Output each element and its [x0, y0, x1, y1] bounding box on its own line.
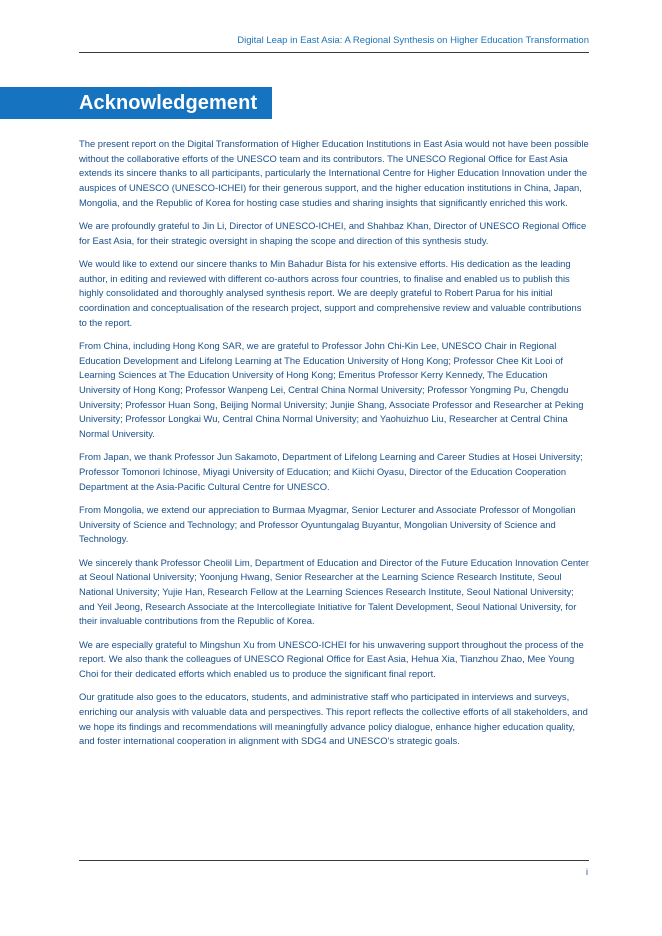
paragraph-directors: We are profoundly grateful to Jin Li, Director of UNESCO-ICHEI, and Shahbaz Khan, Director of UNESCO Regional Office for East Asia, for their strategic oversight in shaping the scope and direction of this synthesis study. [79, 220, 587, 246]
page-number: i [586, 867, 588, 877]
header-divider [79, 52, 589, 53]
paragraph-mongolia: From Mongolia, we extend our appreciation to Burmaa Myagmar, Senior Lecturer and Associate Professor of Mongolian University of Science and Technology; and Professor Oyuntungalag Buyantur, Mongolian University of Science and Technology. [79, 503, 576, 545]
acknowledgement-body [79, 137, 591, 758]
paragraph-intro: The present report on the Digital Transformation of Higher Education Institutions in East Asia would not have been possible without the collaborative efforts of the UNESCO team and its contributors. The UNESCO Regional Office for East Asia extends its sincere thanks to all participants, particularly the International Centre for Higher Education Innovation under the auspices of UNESCO (UNESCO-ICHEI) for their generous support, and the higher education institutions in China, Japan, Mongolia, and the Republic of Korea for hosting case studies and sharing insights that significantly enriched this work. [79, 138, 589, 208]
section-title-banner [0, 87, 272, 119]
paragraph-gratitude: Our gratitude also goes to the educators, students, and administrative staff who participated in interviews and surveys, enriching our analysis with valuable data and perspectives. This report reflects the collective efforts of all stakeholders, and we hope its findings and recommendations will meaningfully advance policy dialogue, enhance higher education quality, and foster international cooperation in alignment with SDG4 and UNESCO’s strategic goals. [79, 691, 588, 747]
page-title: Acknowledgement [79, 91, 258, 114]
paragraph-unesco-colleagues: We are especially grateful to Mingshun Xu from UNESCO-ICHEI for his unwavering support throughout the process of the report. We also thank the colleagues of UNESCO Regional Office for East Asia, Hehua Xia, Tianzhou Zhao, Mee Young Choi for their dedicated efforts which enabled us to produce the significant final report. [79, 638, 584, 679]
paragraph-japan: From Japan, we thank Professor Jun Sakamoto, Department of Lifelong Learning and Career Studies at Hosei University; Professor Tomonori Ichinose, Miyagi University of Education; and Kiichi Oyasu, Director of the Education Cooperation Department at the Asia-Pacific Cultural Centre for UNESCO. [79, 451, 583, 492]
paragraph-korea: We sincerely thank Professor Cheolil Lim, Department of Education and Director of the Future Education Innovation Center at Seoul National University; Yoonjung Hwang, Senior Researcher at the Learning Science Research Institute, Seoul National University; Yujie Han, Research Fellow at the Learning Sciences Research Institute, Seoul National University; and Yeil Jeong, Research Associate at the Intercollegiate Initiative for Talent Development, Seoul National University, for their invaluable contributions from the Republic of Korea. [79, 556, 589, 627]
paragraph-lead-author: We would like to extend our sincere thanks to Min Bahadur Bista for his extensive efforts. His dedication as the leading author, in editing and reviewed with different co-authors across four countries, to finalise and enabled us to publish this highly consolidated and thoroughly analysed synthesis report. We are deeply grateful to Robert Parua for his initial coordination and conceptualisation of the research project, support and comprehensive review and valuable contributions to the report. [79, 257, 582, 328]
paragraph-china: From China, including Hong Kong SAR, we are grateful to Professor John Chi-Kin Lee, UNESCO Chair in Regional Education Development and Lifelong Learning at The Education University of Hong Kong; Professor Chee Kit Looi of Learning Sciences at The Education University of Hong Kong; Emeritus Professor Kerry Kennedy, The Education University of Hong Kong; Professor Wanpeng Lei, Central China Normal University; Professor Yongming Pu, Chengdu University; Professor Huan Song, Beijing Normal University; Junjie Shang, Associate Professor and Researcher at Peking University; Professor Longkai Wu, Central China Normal University; and Yaohuizhuo Liu, Researcher at Central China Normal University. [79, 339, 584, 440]
running-header-title: Digital Leap in East Asia: A Regional Synthesis on Higher Education Transformation [237, 35, 589, 46]
footer-divider [79, 860, 589, 861]
